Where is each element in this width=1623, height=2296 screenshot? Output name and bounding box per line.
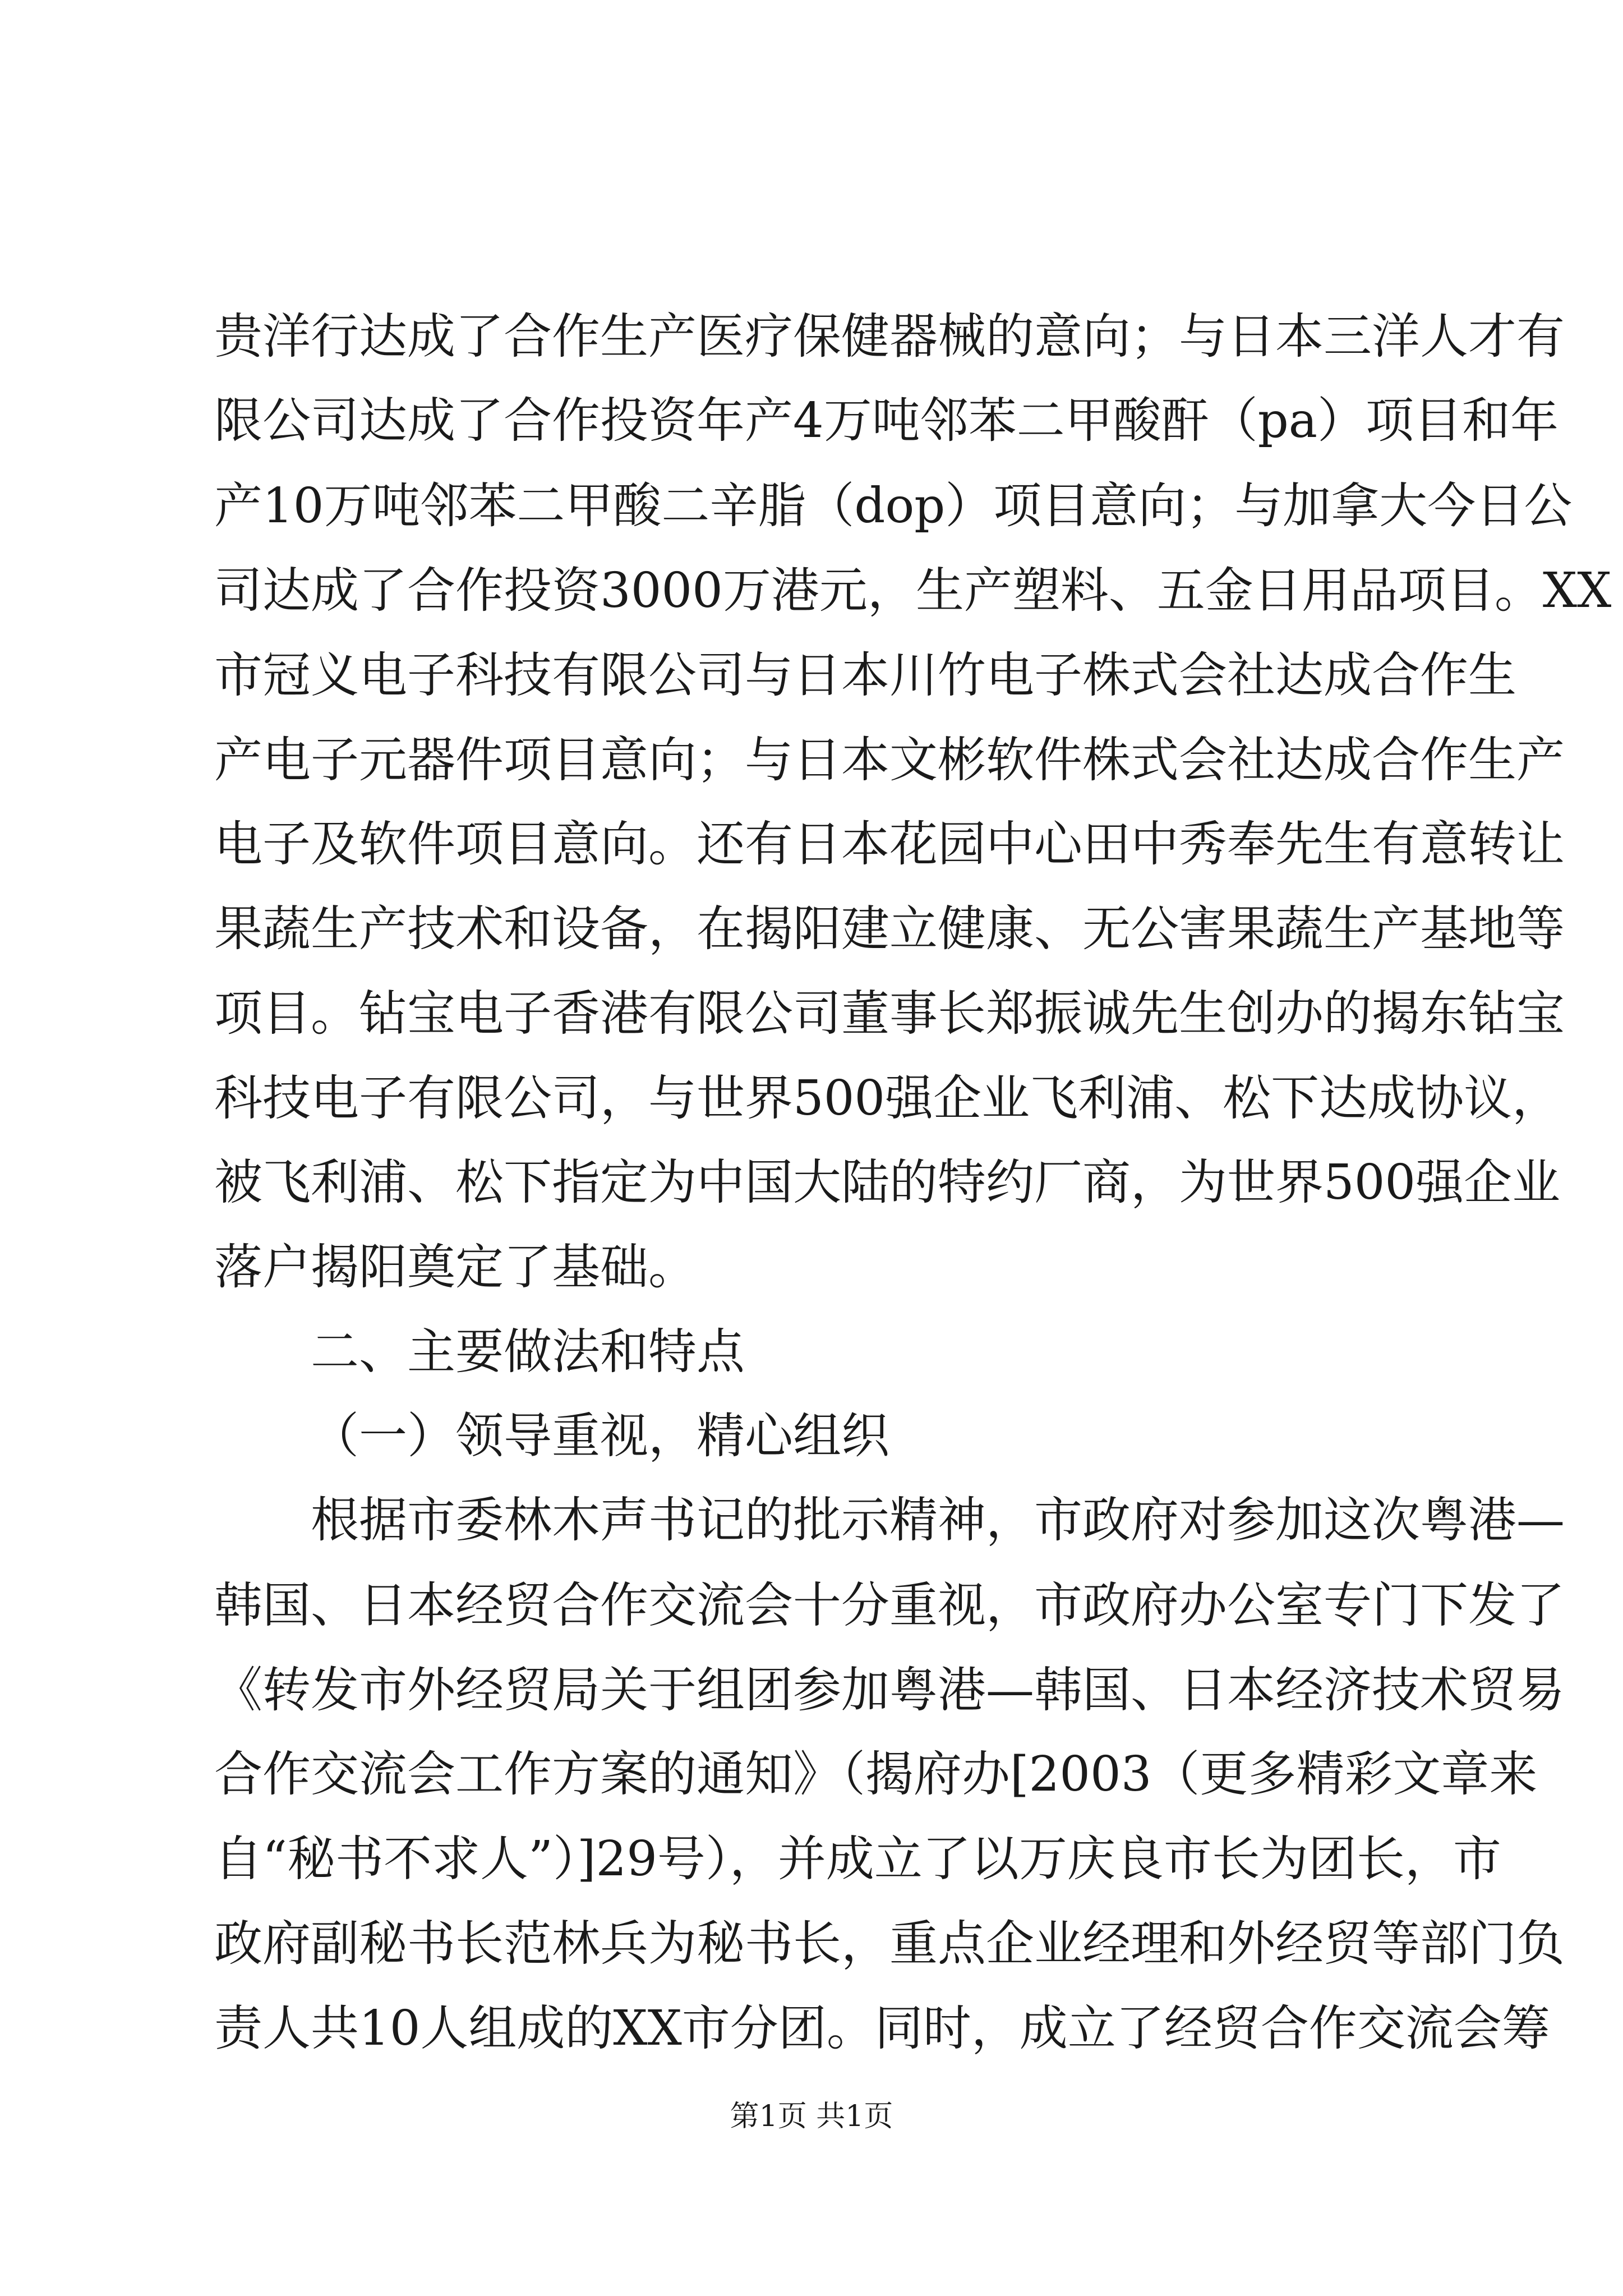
text-line-16: 韩国、日本经贸合作交流会十分重视，市政府办公室专门下发了 xyxy=(214,1577,1565,1634)
text-line-10: 科技电子有限公司，与世界500强企业飞利浦、松下达成协议， xyxy=(214,1070,1561,1126)
text-line-20: 政府副秘书长范林兵为秘书长，重点企业经理和外经贸等部门负 xyxy=(214,1916,1565,1972)
text-line-21: 责人共10人组成的XX市分团。同时，成立了经贸合作交流会筹 xyxy=(214,2000,1550,2056)
text-line-9: 项目。钻宝电子香港有限公司董事长郑振诚先生创办的揭东钻宝 xyxy=(214,986,1565,1042)
text-line-11: 被飞利浦、松下指定为中国大陆的特约厂商，为世界500强企业 xyxy=(214,1154,1561,1211)
text-line-17: 《转发市外经贸局关于组团参加粤港—韩国、日本经济技术贸易 xyxy=(214,1662,1565,1718)
subsection-heading: （一）领导重视，精心组织 xyxy=(311,1408,889,1464)
text-line-2: 限公司达成了合作投资年产4万吨邻苯二甲酸酐（pa）项目和年 xyxy=(214,393,1559,449)
text-line-1: 贵洋行达成了合作生产医疗保健器械的意向；与日本三洋人才有 xyxy=(214,309,1565,365)
text-line-8: 果蔬生产技术和设备，在揭阳建立健康、无公害果蔬生产基地等 xyxy=(214,901,1565,957)
text-line-4: 司达成了合作投资3000万港元，生产塑料、五金日用品项目。XX xyxy=(214,563,1612,619)
text-line-6: 产电子元器件项目意向；与日本文彬软件株式会社达成合作生产 xyxy=(214,732,1565,788)
section-heading: 二、主要做法和特点 xyxy=(311,1324,745,1380)
text-line-19: 自“秘书不求人”）]29号），并成立了以万庆良市长为团长，市 xyxy=(214,1831,1501,1887)
text-line-12: 落户揭阳奠定了基础。 xyxy=(214,1239,697,1295)
text-line-3: 产10万吨邻苯二甲酸二辛脂（dop）项目意向；与加拿大今日公 xyxy=(214,478,1573,534)
text-line-5: 市冠义电子科技有限公司与日本川竹电子株式会社达成合作生 xyxy=(214,647,1516,703)
text-line-18: 合作交流会工作方案的通知》（揭府办[2003（更多精彩文章来 xyxy=(214,1746,1538,1802)
page-number-footer: 第1页 共1页 xyxy=(730,2100,893,2133)
text-line-7: 电子及软件项目意向。还有日本花园中心田中秀奉先生有意转让 xyxy=(214,816,1565,872)
text-line-15: 根据市委林木声书记的批示精神，市政府对参加这次粤港— xyxy=(311,1492,1565,1548)
